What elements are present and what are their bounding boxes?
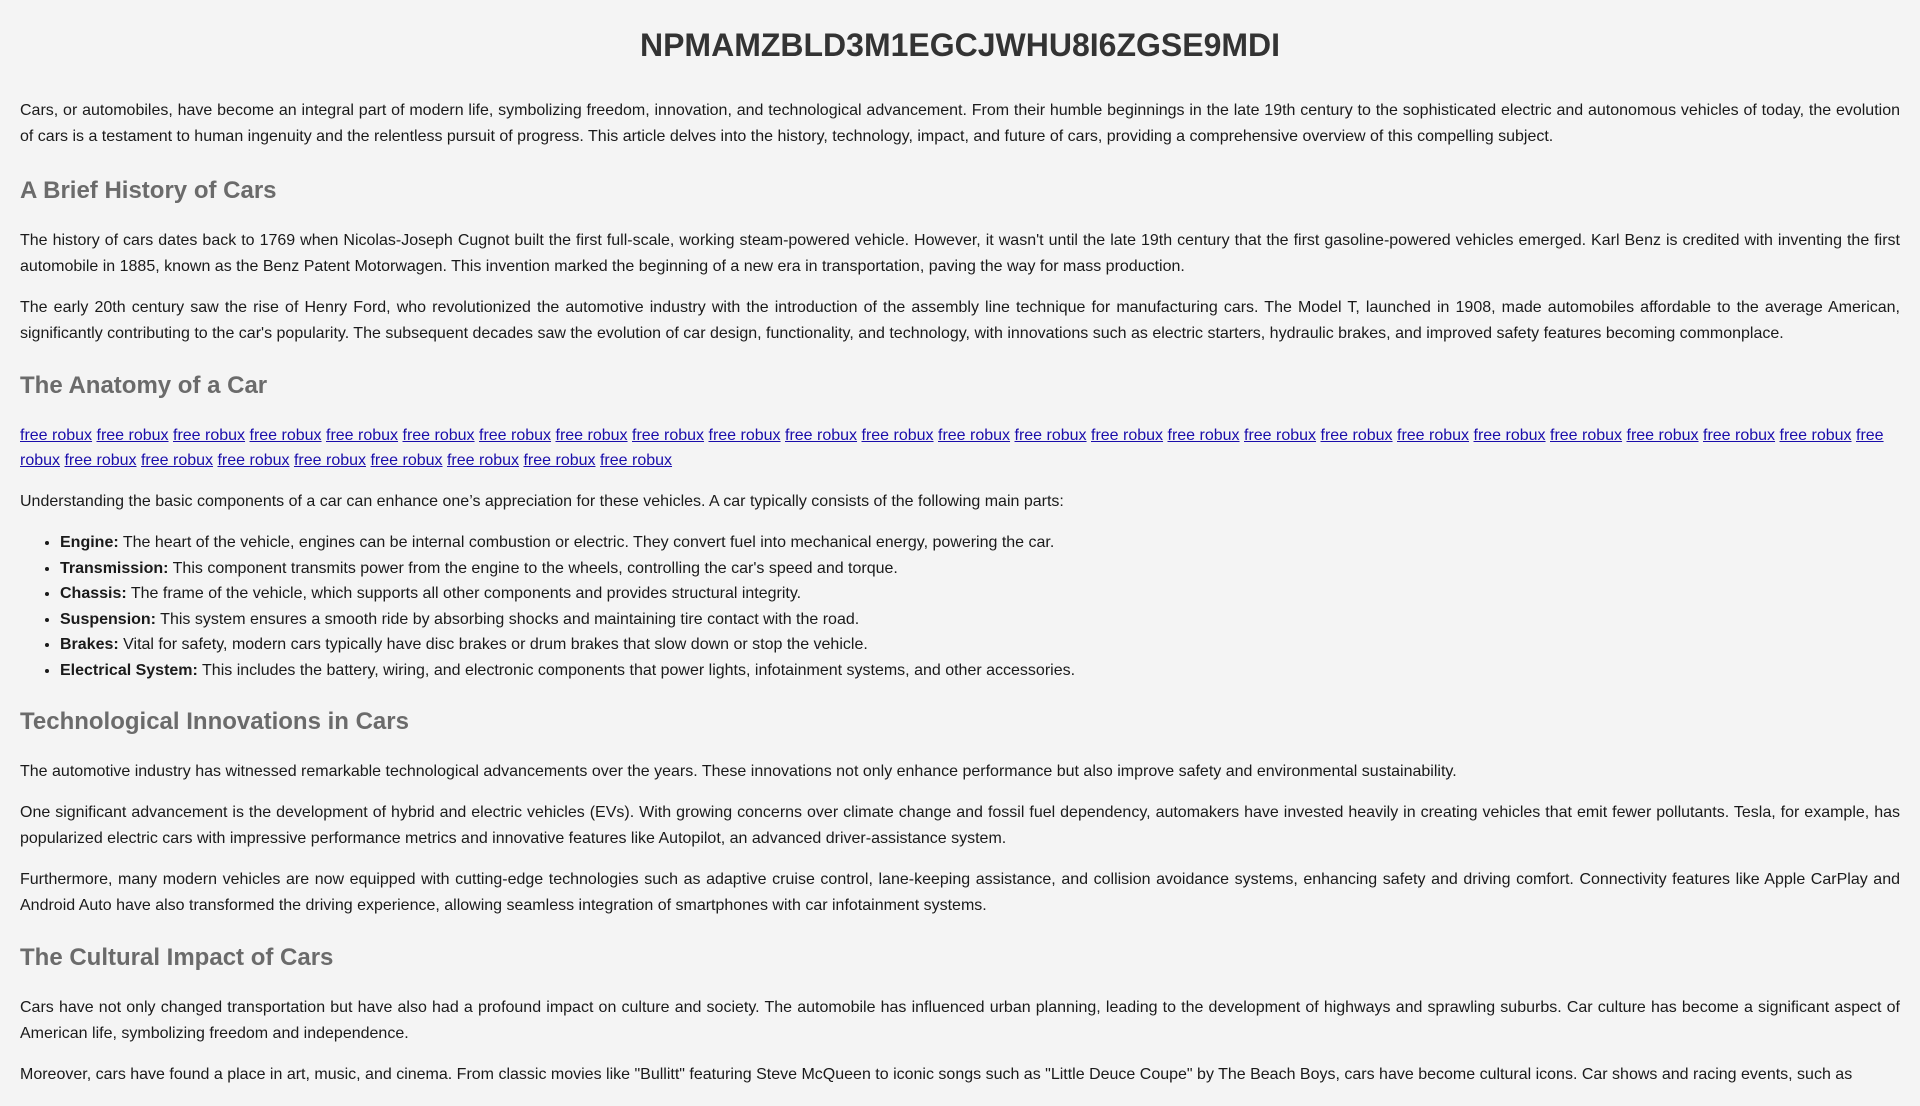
tech-section bbox=[20, 707, 1900, 919]
tech-paragraph: Furthermore, many modern vehicles are now equipped with cutting-edge technologies such as adaptive cruise control, lane-keeping assistance, and collision avoidance systems, enhancing safety and driving comfort. Connectivity features like Apple CarPlay and Android Auto have also transformed the driving experience, allowing seamless integration of smartphones with car infotainment systems. bbox=[20, 871, 1900, 914]
car-part-item bbox=[60, 658, 1900, 684]
free-robux-link[interactable]: free robux bbox=[96, 427, 169, 444]
car-part-term: Suspension: bbox=[60, 610, 157, 628]
free-robux-link[interactable]: free robux bbox=[1473, 427, 1546, 444]
car-part-description: The frame of the vehicle, which supports all other components and provides structural integrity. bbox=[126, 585, 802, 602]
free-robux-link[interactable]: free robux bbox=[785, 427, 858, 444]
page-title: NPMAMZBLD3M1EGCJWHU8I6ZGSE9MDI bbox=[639, 27, 1281, 63]
culture-paragraph: Moreover, cars have found a place in art, music, and cinema. From classic movies like "Bullitt" featuring Steve McQueen to iconic songs such as "Little Deuce Coupe" by The Beach Boys, cars have become cultural icons. Car shows and racing events, such as bbox=[20, 1066, 1853, 1083]
car-part-description: This system ensures a smooth ride by absorbing shocks and maintaining tire contact with the road. bbox=[156, 610, 860, 628]
free-robux-link[interactable]: free robux bbox=[523, 452, 596, 469]
free-robux-link[interactable]: free robux bbox=[173, 427, 246, 444]
car-part-description: Vital for safety, modern cars typically have disc brakes or drum brakes that slow down or stop the vehicle. bbox=[118, 636, 868, 653]
tech-paragraph: The automotive industry has witnessed remarkable technological advancements over the years. These innovations not only enhance performance but also improve safety and environmental sustainability. bbox=[20, 763, 1457, 780]
free-robux-link[interactable]: free robux bbox=[1320, 427, 1393, 444]
car-part-item bbox=[60, 632, 1900, 658]
culture-heading: The Cultural Impact of Cars bbox=[20, 944, 334, 971]
anatomy-lead: Understanding the basic components of a car can enhance one’s appreciation for these vehicles. A car typically consists of the following main parts: bbox=[20, 493, 1064, 510]
free-robux-link[interactable]: free robux bbox=[326, 427, 399, 444]
free-robux-link[interactable]: free robux bbox=[599, 452, 673, 469]
culture-paragraph: Cars have not only changed transportation but have also had a profound impact on culture and society. The automobile has influenced urban planning, leading to the development of highways and sprawling suburbs. Car culture has become a significant aspect of American life, symbolizing freedom and independence. bbox=[20, 999, 1900, 1042]
tech-paragraph: One significant advancement is the development of hybrid and electric vehicles (EVs). With growing concerns over climate change and fossil fuel dependency, automakers have invested heavily in creating vehicles that emit fewer pollutants. Tesla, for example, has popularized electric cars with impressive performance metrics and innovative features like Autopilot, an advanced driver-assistance system. bbox=[20, 804, 1900, 847]
history-section bbox=[20, 176, 1900, 347]
car-part-item bbox=[60, 530, 1900, 556]
history-paragraph: The history of cars dates back to 1769 when Nicolas-Joseph Cugnot built the first full-scale, working steam-powered vehicle. However, it wasn't until the late 19th century that the first gasoline-powered vehicles emerged. Karl Benz is credited with inventing the first automobile in 1885, known as the Benz Patent Motorwagen. This invention marked the beginning of a new era in transportation, paving the way for mass production. bbox=[20, 232, 1900, 275]
free-robux-link[interactable]: free robux bbox=[402, 427, 475, 444]
free-robux-link[interactable]: free robux bbox=[1014, 427, 1087, 444]
free-robux-link[interactable]: free robux bbox=[370, 452, 443, 469]
spam-link-row bbox=[20, 423, 1900, 473]
free-robux-link[interactable]: free robux bbox=[1550, 427, 1623, 444]
free-robux-link[interactable]: free robux bbox=[1397, 427, 1470, 444]
car-part-item bbox=[60, 581, 1900, 607]
car-part-term: Transmission: bbox=[60, 559, 169, 577]
free-robux-link[interactable]: free robux bbox=[479, 427, 552, 444]
history-paragraph: The early 20th century saw the rise of Henry Ford, who revolutionized the automotive industry with the introduction of the assembly line technique for manufacturing cars. The Model T, launched in 1908, made automobiles affordable to the average American, significantly contributing to the car's popularity. The subsequent decades saw the evolution of car design, functionality, and technology, with innovations such as electric starters, hydraulic brakes, and improved safety features becoming commonplace. bbox=[20, 299, 1900, 342]
free-robux-link[interactable]: free robux bbox=[632, 427, 705, 444]
intro-paragraph: Cars, or automobiles, have become an integral part of modern life, symbolizing freedom, innovation, and technological advancement. From their humble beginnings in the late 19th century to the sophisticated electric and autonomous vehicles of today, the evolution of cars is a testament to human ingenuity and the relentless pursuit of progress. This article delves into the history, technology, impact, and future of cars, providing a comprehensive overview of this compelling subject. bbox=[20, 102, 1900, 145]
free-robux-link[interactable]: free robux bbox=[861, 427, 934, 444]
history-heading: A Brief History of Cars bbox=[20, 177, 277, 204]
free-robux-link[interactable]: free robux bbox=[249, 427, 322, 444]
free-robux-link[interactable]: free robux bbox=[938, 427, 1011, 444]
car-parts-list bbox=[20, 530, 1900, 683]
car-part-description: This component transmits power from the engine to the wheels, controlling the car's speed and torque. bbox=[168, 559, 898, 577]
free-robux-link[interactable]: free robux bbox=[20, 427, 1884, 469]
car-part-item bbox=[60, 607, 1900, 633]
free-robux-link[interactable]: free robux bbox=[1779, 427, 1852, 444]
culture-section bbox=[20, 943, 1900, 1088]
free-robux-link[interactable]: free robux bbox=[1626, 427, 1699, 444]
car-part-term: Engine: bbox=[60, 534, 119, 551]
anatomy-section bbox=[20, 371, 1900, 683]
car-part-term: Brakes: bbox=[60, 636, 119, 653]
free-robux-link[interactable]: free robux bbox=[64, 452, 137, 469]
free-robux-link[interactable]: free robux bbox=[555, 427, 628, 444]
article-page bbox=[0, 26, 1920, 1088]
car-part-term: Electrical System: bbox=[60, 661, 198, 679]
free-robux-link[interactable]: free robux bbox=[708, 427, 781, 444]
car-part-term: Chassis: bbox=[60, 585, 127, 602]
free-robux-link[interactable]: free robux bbox=[1244, 427, 1317, 444]
free-robux-link[interactable]: free robux bbox=[1703, 427, 1776, 444]
car-part-item bbox=[60, 556, 1900, 582]
anatomy-heading: The Anatomy of a Car bbox=[20, 372, 268, 399]
free-robux-link[interactable]: free robux bbox=[446, 452, 520, 469]
free-robux-link[interactable]: free robux bbox=[293, 452, 367, 469]
free-robux-link[interactable]: free robux bbox=[217, 452, 290, 469]
free-robux-link[interactable]: free robux bbox=[1167, 427, 1240, 444]
car-part-description: This includes the battery, wiring, and electronic components that power lights, infotainment systems, and other accessories. bbox=[197, 661, 1076, 679]
free-robux-link[interactable]: free robux bbox=[140, 452, 214, 469]
tech-heading: Technological Innovations in Cars bbox=[20, 708, 409, 735]
car-part-description: The heart of the vehicle, engines can be internal combustion or electric. They convert fuel into mechanical energy, powering the car. bbox=[118, 534, 1055, 551]
free-robux-link[interactable]: free robux bbox=[1091, 427, 1164, 444]
free-robux-link[interactable]: free robux bbox=[20, 427, 93, 444]
